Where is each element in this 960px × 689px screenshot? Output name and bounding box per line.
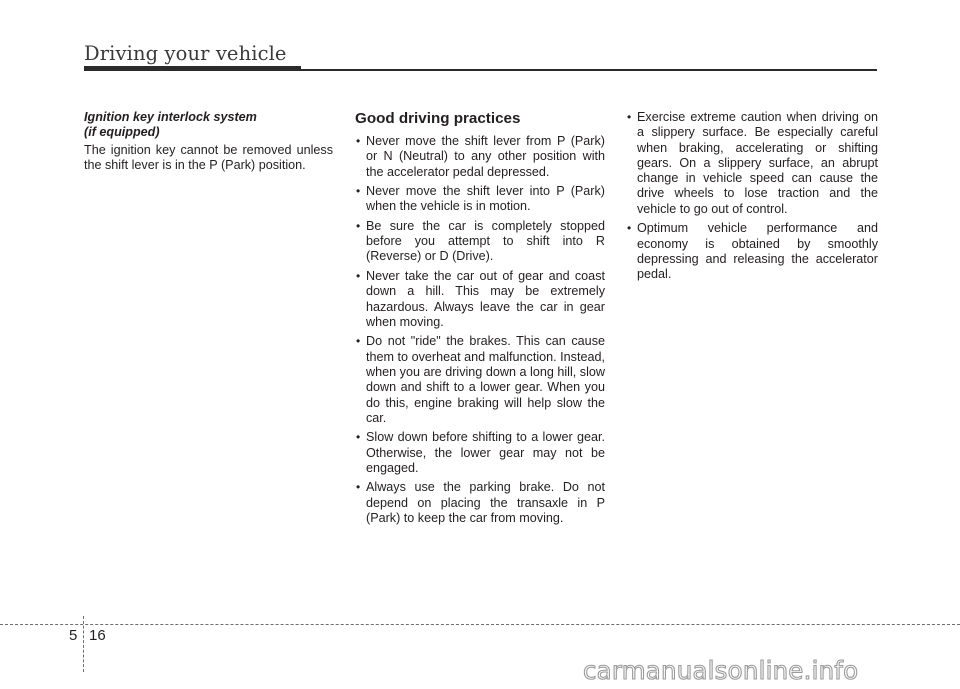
bullet-icon: •: [356, 184, 361, 199]
list-item-text: Be sure the car is completely stopped before you attempt to shift into R (Reverse) or D (Drive).: [366, 218, 605, 264]
list-item-text: Do not "ride" the brakes. This can cause them to overheat and malfunction. Instead, when you are driving down a long hill, slow down and shift to a lower gear. When you do this, engine braking will help slow the car.: [366, 334, 605, 425]
list-item: [355, 134, 605, 180]
bullet-icon: •: [356, 480, 361, 495]
list-item-text: Slow down before shifting to a lower gear. Otherwise, the lower gear may not be engaged.: [366, 430, 605, 475]
chapter-number: 5: [69, 627, 78, 644]
header-rule-thin: [301, 69, 877, 71]
bullet-icon: •: [356, 218, 361, 233]
list-item: [626, 221, 878, 282]
driving-tips-list: [626, 110, 878, 282]
ignition-interlock-paragraph: The ignition key cannot be removed unless the shift lever is in the P (Park) position.: [84, 143, 333, 173]
bullet-icon: •: [356, 268, 361, 283]
left-column: [84, 110, 333, 174]
page-number: 16: [89, 627, 106, 644]
right-column: [626, 110, 878, 287]
middle-column: [355, 110, 605, 530]
list-item: [355, 334, 605, 426]
good-driving-list: [355, 134, 605, 526]
list-item: [355, 184, 605, 215]
list-item: [355, 480, 605, 526]
list-item-text: Never take the car out of gear and coast down a hill. This may be extremely hazardous. Always leave the car in gear when moving.: [366, 268, 605, 329]
bullet-icon: •: [356, 430, 361, 445]
footer-dashed-rule: [0, 624, 960, 625]
bullet-icon: •: [627, 110, 632, 124]
bullet-icon: •: [356, 134, 361, 148]
ignition-interlock-subheading: Ignition key interlock system (if equipped): [84, 110, 257, 139]
bullet-icon: •: [627, 221, 632, 236]
list-item: [355, 269, 605, 330]
list-item: [626, 110, 878, 217]
good-driving-heading: Good driving practices: [355, 110, 521, 127]
header-rule-thick: [84, 66, 301, 71]
list-item-text: Optimum vehicle performance and economy is obtained by smoothly depressing and releasing the accelerator pedal.: [637, 221, 878, 282]
site-watermark: carmanualsonline.info: [583, 656, 859, 685]
list-item-text: Never move the shift lever from P (Park) or N (Neutral) to any other position with the accelerator pedal depressed.: [366, 134, 605, 179]
list-item-text: Exercise extreme caution when driving on a slippery surface. Be especially careful when braking, accelerating or shifting gears. On a slippery surface, an abrupt change in vehicle speed can cause the drive wheels to lose traction and the vehicle to go out of control.: [637, 110, 878, 216]
list-item-text: Never move the shift lever into P (Park) when the vehicle is in motion.: [366, 184, 605, 214]
list-item: [355, 219, 605, 265]
footer-dashed-divider: [83, 616, 84, 672]
list-item-text: Always use the parking brake. Do not depend on placing the transaxle in P (Park) to keep the car from moving.: [366, 480, 605, 525]
section-title: Driving your vehicle: [84, 42, 287, 65]
list-item: [355, 430, 605, 476]
bullet-icon: •: [356, 334, 361, 349]
